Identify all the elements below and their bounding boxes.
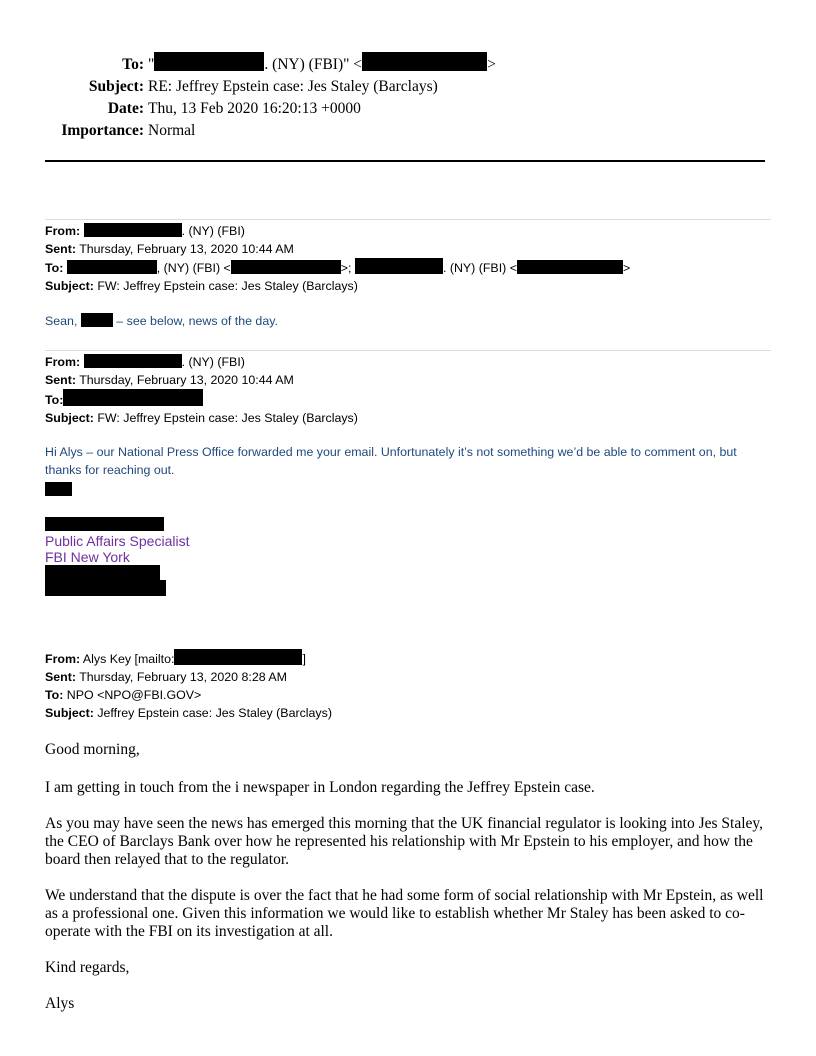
msg2-header <box>45 353 358 427</box>
msg1-from-row <box>45 222 630 240</box>
message-divider <box>45 350 771 351</box>
redaction-block <box>81 313 113 327</box>
redaction-block <box>45 565 160 581</box>
msg2-subject-label: Subject: <box>45 411 94 425</box>
msg2-subject-row <box>45 409 358 427</box>
msg3-from-label: From: <box>45 652 81 666</box>
msg2-from-suffix: . (NY) (FBI) <box>181 355 245 369</box>
msg1-sent-row <box>45 240 630 258</box>
msg2-signature <box>45 533 189 565</box>
header-to-row <box>40 52 780 76</box>
msg1-from-label: From: <box>45 224 81 238</box>
header-subject-label: Subject: <box>88 78 144 95</box>
redaction-block <box>84 354 182 368</box>
msg1-to-part3: . (NY) (FBI) < <box>442 261 517 275</box>
redaction-block <box>362 52 487 71</box>
redaction-block <box>174 649 302 665</box>
msg2-to-row <box>45 389 358 409</box>
msg3-body <box>45 741 775 1013</box>
msg3-paragraph: As you may have seen the news has emerged this morning that the UK financial regulator is looking into Jes Staley, the CEO of Barclays Bank over how he represented his relationship with Mr Epstein to his employer, and how the board then relayed that to the regulator. <box>45 815 764 868</box>
redaction-block <box>45 517 164 531</box>
redaction-block <box>355 258 443 274</box>
msg2-from-label: From: <box>45 355 81 369</box>
msg3-subject-row <box>45 704 332 722</box>
msg3-subject-value: Jeffrey Epstein case: Jes Staley (Barclays) <box>97 706 332 720</box>
msg3-signoff: Alys <box>45 995 75 1012</box>
header-subject-row <box>40 76 780 98</box>
msg3-paragraph: We understand that the dispute is over the fact that he had some form of social relationship with Mr Epstein, as well as a professional one. Given this information we would like to establish whether Mr Staley has been asked to co-operate with the FBI on its investigation at all. <box>45 887 764 940</box>
msg3-from-value: Alys Key [mailto: <box>82 652 175 666</box>
header-to-value <box>148 52 496 76</box>
header-divider <box>45 160 765 162</box>
msg3-from-row <box>45 649 332 668</box>
msg2-to-label: To: <box>45 393 64 407</box>
redaction-block <box>154 52 264 71</box>
msg3-header <box>45 649 332 722</box>
header-date-value: Thu, 13 Feb 2020 16:20:13 +0000 <box>148 100 361 117</box>
header-importance-value: Normal <box>148 122 196 139</box>
msg3-greeting: Good morning, <box>45 741 140 758</box>
msg2-sent-row <box>45 371 358 389</box>
redaction-block <box>67 260 157 274</box>
msg1-subject-value: FW: Jeffrey Epstein case: Jes Staley (Barclays) <box>97 279 358 293</box>
sig-org: FBI New York <box>45 549 130 565</box>
msg1-body-post: – see below, news of the day. <box>116 314 278 328</box>
msg2-subject-value: FW: Jeffrey Epstein case: Jes Staley (Barclays) <box>97 411 358 425</box>
header-to-label: To: <box>122 56 144 73</box>
msg2-sent-label: Sent: <box>45 373 76 387</box>
msg1-body <box>45 312 775 330</box>
header-date-label: Date: <box>107 100 144 117</box>
msg1-body-pre: Sean, <box>45 314 78 328</box>
msg1-subject-row <box>45 277 630 295</box>
msg3-to-value: NPO <NPO@FBI.GOV> <box>66 688 202 702</box>
msg3-sent-row <box>45 668 332 686</box>
msg2-from-row <box>45 353 358 371</box>
msg3-from-end: ] <box>302 652 306 666</box>
msg1-to-label: To: <box>45 261 64 275</box>
msg3-to-label: To: <box>45 688 64 702</box>
redaction-block <box>45 580 166 596</box>
redaction-block <box>63 389 203 406</box>
redaction-block <box>517 260 623 274</box>
msg1-subject-label: Subject: <box>45 279 94 293</box>
header-subject-value: RE: Jeffrey Epstein case: Jes Staley (Barclays) <box>148 78 438 95</box>
msg1-to-part4: > <box>622 261 631 275</box>
msg3-subject-label: Subject: <box>45 706 94 720</box>
msg3-sent-label: Sent: <box>45 670 76 684</box>
sig-title: Public Affairs Specialist <box>45 533 190 549</box>
msg3-paragraph: I am getting in touch from the i newspaper in London regarding the Jeffrey Epstein case. <box>45 779 595 796</box>
msg2-body: Hi Alys – our National Press Office forwarded me your email. Unfortunately it’s not something we’d be able to comment on, but thanks for reaching out. <box>45 445 737 477</box>
redaction-block <box>84 223 182 237</box>
top-header <box>40 52 780 142</box>
header-importance-label: Importance: <box>61 122 144 139</box>
msg1-to-part2: >; <box>340 261 352 275</box>
msg1-sent-value: Thursday, February 13, 2020 10:44 AM <box>79 242 294 256</box>
msg1-sent-label: Sent: <box>45 242 76 256</box>
to-suffix: > <box>487 56 496 73</box>
header-date-row <box>40 98 780 120</box>
msg3-sent-value: Thursday, February 13, 2020 8:28 AM <box>79 670 287 684</box>
msg1-to-row <box>45 258 630 277</box>
message-divider <box>45 219 771 220</box>
to-mid-text: . (NY) (FBI)" < <box>264 56 363 73</box>
header-importance-row <box>40 120 780 142</box>
redaction-block <box>231 260 341 274</box>
msg1-to-part1: , (NY) (FBI) < <box>156 261 231 275</box>
msg1-from-suffix: . (NY) (FBI) <box>181 224 245 238</box>
redaction-block <box>45 482 72 496</box>
msg2-sent-value: Thursday, February 13, 2020 10:44 AM <box>79 373 294 387</box>
msg1-header <box>45 222 630 295</box>
msg3-to-row <box>45 686 332 704</box>
msg3-closing: Kind regards, <box>45 959 130 976</box>
to-quote: " <box>148 56 155 73</box>
